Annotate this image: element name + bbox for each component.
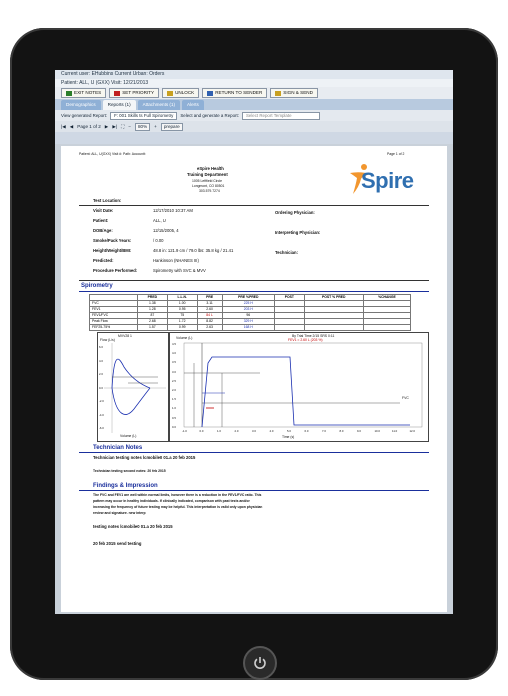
findings-line: increasing the frequency of future testing may be helpful. This interpretation is valid only upon physician [93, 505, 263, 509]
tab-reports[interactable]: Reports (1) [103, 100, 136, 110]
graph2-x-tick: 12.0 [409, 429, 415, 433]
generate-report-select[interactable]: Select Report Template [242, 112, 320, 120]
table-cell: 3.11 [197, 301, 222, 307]
graph2-x-tick: 10.0 [374, 429, 380, 433]
graph1-title: MVV28 1 [118, 334, 132, 338]
graph1-y-tick: -2.0 [99, 399, 104, 403]
table-cell: 8.82 [197, 319, 222, 325]
zoom-select[interactable]: 80% [135, 123, 150, 131]
prepare-button[interactable]: prepare [161, 123, 183, 131]
unlock-icon [167, 91, 173, 96]
exit-notes-button[interactable]: EXIT NOTES [61, 88, 106, 98]
table-header-cell: PRE [197, 295, 222, 301]
graph2-x-tick: 0.0 [199, 429, 204, 433]
table-cell: 84 L [197, 313, 222, 319]
next-page-icon[interactable]: ▶ [104, 123, 109, 129]
table-cell: 1.00 [167, 301, 197, 307]
view-report-select[interactable]: F: 001 Skills ts Full Spirometry [110, 112, 177, 120]
last-page-icon[interactable]: ▶| [112, 123, 118, 129]
tech-note-2: Technician testing second notes: 20 feb 2015 [93, 469, 166, 473]
findings-line: pattern may occur in healthy individuals. If clinically indicated, comparison with past tests and/or [93, 499, 250, 503]
graph1-y-tick: 0.0 [99, 385, 103, 390]
report-header-left: Patient: ALL, U(GXX) Visit #: Path: Accountt: [79, 152, 146, 156]
graph2-xlabel: Time (s) [282, 435, 295, 439]
info-label: Smoke/Pack Years: [93, 238, 132, 243]
findings-note-2: 20 feb 2015 send testing [93, 541, 142, 546]
info-label: DOB/Age: [93, 228, 113, 233]
graph2-y-tick: 0.5 [172, 415, 176, 420]
info-label: Patient: [93, 218, 109, 223]
flow-volume-curve [98, 333, 168, 441]
graph2-ylabel: Volume (L) [176, 336, 193, 340]
graph2-x-tick: 4.0 [269, 429, 274, 433]
table-header-cell: L.L.N. [167, 295, 197, 301]
tab-attachments[interactable]: Attachments (1) [138, 100, 180, 110]
table-cell: 96 [222, 313, 275, 319]
table-cell: 1.38 [137, 301, 167, 307]
report-page [61, 146, 447, 612]
table-cell: 203 H [222, 307, 275, 313]
spirometry-table [89, 294, 411, 331]
graph2-y-tick: 1.0 [172, 406, 176, 411]
fit-page-icon[interactable]: ⛶ [121, 124, 125, 129]
table-cell: FEV1/FVC [90, 313, 138, 319]
exit-icon [66, 91, 72, 96]
power-icon [252, 655, 268, 671]
graph2-subtitle: FEV1 = 2.60 L (203 %) [288, 338, 323, 342]
findings-line: The FVC and FEV1 are well within normal limits, however there is a reduction in the FEV1/FVC ratio. This [93, 493, 262, 497]
prev-page-icon[interactable]: ◀ [69, 123, 74, 129]
spirometry-title: Spirometry [81, 283, 113, 289]
current-user-bar: Current user: EHubbins Current Urban: Orders [55, 70, 453, 79]
address-line2: Longmont, CO 80501 [192, 184, 225, 188]
priority-icon [114, 91, 120, 96]
graph2-y-tick: 0.0 [172, 424, 176, 429]
table-cell: 2.63 [197, 325, 222, 331]
tab-alerts[interactable]: Alerts [182, 100, 204, 110]
flow-volume-graph [97, 332, 169, 442]
return-to-sender-button[interactable]: RETURN TO SENDER [202, 88, 267, 98]
table-header-cell: PRE %PRED [222, 295, 275, 301]
table-cell: FVC [90, 301, 138, 307]
page-indicator: Page 1 of 2 [77, 124, 101, 129]
info-value: ALL, U [153, 218, 166, 223]
technician: Technician: [275, 250, 298, 255]
info-value: Hankinson (NHANES III) [153, 258, 199, 263]
graph2-x-tick: 6.0 [304, 429, 309, 433]
view-report-label: View generated Report: [61, 113, 108, 118]
table-cell: 0.95 [167, 307, 197, 313]
table-cell [304, 325, 363, 331]
graph2-y-tick: 2.5 [172, 378, 176, 383]
graph2-annotation: FVC [402, 396, 409, 400]
zoom-out-icon[interactable]: − [128, 124, 131, 129]
graph1-y-tick: -6.0 [99, 426, 104, 430]
info-label: Procedure Performed: [93, 268, 138, 273]
graph1-xlabel: Volume (L) [120, 434, 137, 438]
table-header-cell: %CHANGE [363, 295, 410, 301]
graph2-x-tick: 11.0 [392, 429, 398, 433]
info-value: / 0.00 [153, 238, 164, 243]
graph2-title: By Trial Time 2/15 SRS 0:11 [292, 334, 335, 338]
volume-time-graph [169, 332, 429, 442]
info-label: Height/Weight/BMI: [93, 248, 132, 253]
info-label: Predicted: [93, 258, 114, 263]
first-page-icon[interactable]: |◀ [61, 123, 66, 129]
graph2-x-tick: 9.0 [357, 429, 361, 433]
table-cell: 0.99 [167, 325, 197, 331]
info-value: Spirometry with SVC & MVV [153, 268, 206, 273]
header-rule [79, 205, 429, 206]
graph1-y-tick: 6.0 [99, 345, 103, 349]
table-header-cell: POST % PRED [304, 295, 363, 301]
action-toolbar [55, 87, 453, 99]
app-screen [55, 70, 453, 614]
org-name: eSpire Health [197, 166, 224, 171]
unlock-button[interactable]: UNLOCK [162, 88, 199, 98]
graph2-y-tick: 1.5 [172, 397, 176, 402]
logo-wordmark: Spire [361, 168, 414, 193]
graph2-x-tick: 7.0 [322, 429, 326, 433]
graph1-y-tick: -4.0 [99, 412, 104, 417]
test-location: Test Location: [93, 198, 122, 203]
sign-send-button[interactable]: SIGN & SEND [270, 88, 318, 98]
table-header-cell: POST [275, 295, 305, 301]
dept-name: Training Department [187, 172, 228, 177]
table-cell: 168 H [222, 325, 275, 331]
findings-line: review and signature. new interp [93, 511, 146, 515]
interpreting-physician: Interpreting Physician: [275, 230, 321, 235]
info-label: Visit Date: [93, 208, 114, 213]
generate-report-label: Select and generate a Report: [180, 113, 239, 118]
sign-icon [275, 91, 281, 96]
tech-rule [79, 452, 429, 453]
tab-demographics[interactable]: Demographics [61, 100, 101, 110]
home-button[interactable] [243, 646, 277, 680]
graph2-y-tick: 4.0 [172, 351, 176, 356]
patient-bar: Patient: ALL, U (GXX) Visit: 12/21/2013 [55, 79, 453, 87]
table-cell: 1.57 [137, 325, 167, 331]
info-value: 12/15/2005, 4 [153, 228, 179, 233]
report-select-bar [55, 110, 453, 121]
table-cell: 1.72 [167, 319, 197, 325]
ordering-physician: Ordering Physician: [275, 210, 315, 215]
table-cell: Peak Flow [90, 319, 138, 325]
table-cell: FEF25-75% [90, 325, 138, 331]
graph2-x-tick: 5.0 [287, 429, 291, 433]
graph1-y-tick: 4.0 [99, 358, 103, 363]
table-cell: 1.28 [137, 307, 167, 313]
graph1-y-tick: 2.0 [99, 372, 103, 376]
volume-time-curve [170, 333, 428, 441]
table-cell [275, 325, 305, 331]
table-cell: 2.68 [137, 319, 167, 325]
table-header-cell: PRED [137, 295, 167, 301]
graph2-y-tick: 3.5 [172, 360, 176, 365]
pdf-navbar [55, 121, 453, 132]
phone: 303.579.7274 [199, 189, 220, 193]
findings-rule [79, 490, 429, 491]
tech-note: Technician testing notes lcmobile0 01.a 20 feb 2015 [93, 455, 196, 460]
graph2-y-tick: 2.0 [172, 388, 176, 392]
spiro-rule [79, 291, 429, 292]
return-icon [207, 91, 213, 96]
tab-bar [55, 99, 453, 110]
table-cell: 75 [167, 313, 197, 319]
zoom-in-icon[interactable]: + [154, 124, 157, 129]
set-priority-button[interactable]: SET PRIORITY [109, 88, 159, 98]
info-rule [79, 280, 429, 281]
graph2-x-tick: 1.0 [217, 429, 221, 433]
graph2-x-tick: 3.0 [252, 429, 256, 433]
tech-notes-title: Technician Notes [93, 445, 143, 451]
address-line1: 1005 Leftfield Circle [192, 179, 222, 183]
table-cell: 87 [137, 313, 167, 319]
graph2-x-tick: 8.0 [339, 429, 344, 433]
findings-title: Findings & Impression [93, 483, 158, 489]
table-cell: 2.60 [197, 307, 222, 313]
table-cell: 329 H [222, 319, 275, 325]
table-row [90, 325, 411, 331]
table-cell [363, 325, 410, 331]
report-header-right: Page 1 of 2 [387, 152, 405, 156]
graph1-ylabel: Flow (L/s) [100, 338, 115, 342]
info-value: 48.8 in: 121.9 cm / 79.0 lbs: 35.8 kg / 21.41 [153, 248, 234, 253]
graph2-x-tick: 2.0 [234, 429, 239, 433]
table-cell: 225 H [222, 301, 275, 307]
table-cell: FEV1 [90, 307, 138, 313]
document-viewport[interactable] [55, 144, 453, 614]
graph2-y-tick: 4.5 [172, 342, 176, 346]
info-value: 12/17/2010 10:37 AM [153, 208, 193, 213]
graph2-x-tick: -1.0 [182, 429, 187, 433]
graph2-y-tick: 3.0 [172, 369, 176, 374]
findings-note-1: testing notes lcmobile0 01.a 20 feb 2015 [93, 524, 173, 529]
espire-logo [347, 162, 433, 198]
